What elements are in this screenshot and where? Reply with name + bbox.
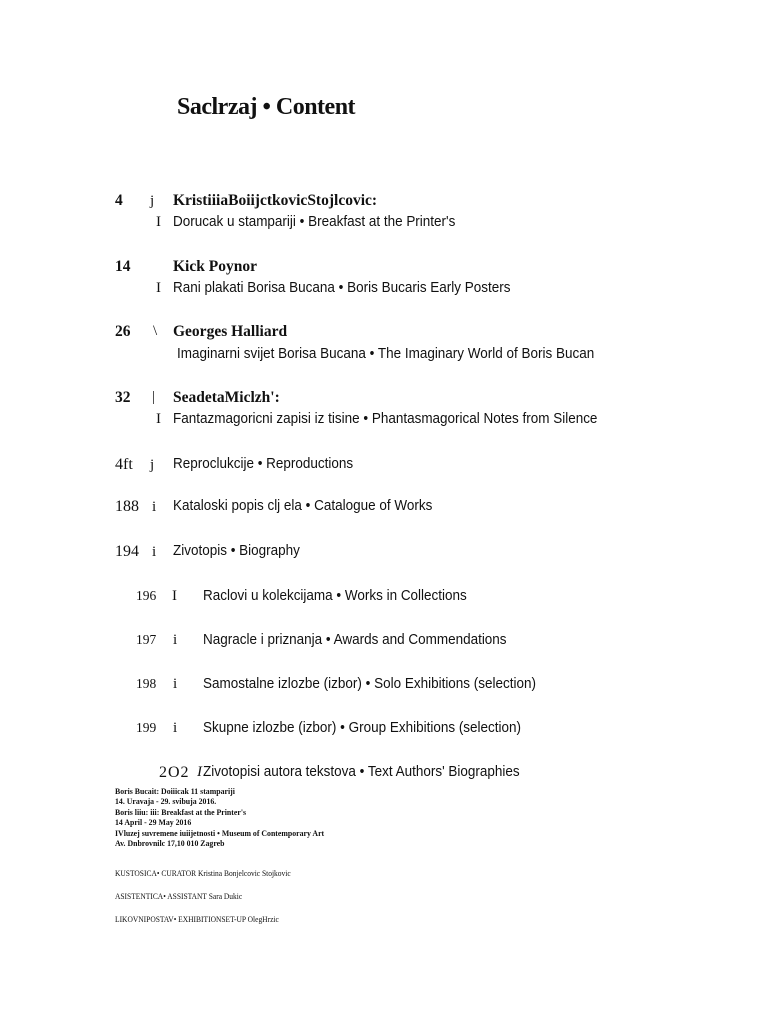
section-page-number: 194 xyxy=(115,543,139,560)
credit-line xyxy=(115,891,242,901)
subsection-label: Nagracle i priznanja • Awards and Commendations xyxy=(203,632,507,648)
entry-author: Georges Halliard xyxy=(173,323,288,340)
subsection-page-number: 196 xyxy=(136,588,157,603)
colophon-line: Boris liiu: iii: Breakfast at the Printer's xyxy=(115,806,247,817)
credit-role: KUSTOSICA• CURATOR xyxy=(115,868,197,878)
credit-name: OlegHrzic xyxy=(247,914,279,924)
colophon-line: Boris Bucait: Doiiicak 11 stampariji xyxy=(115,786,235,796)
subsection-page-number: 199 xyxy=(136,720,157,735)
colophon-line: 14. Uravaja - 29. svibuja 2016. xyxy=(115,796,217,807)
colophon-line: Av. Dnbrovnilc 17,10 010 Zagreb xyxy=(115,837,225,848)
entry-subtitle: Fantazmagoricni zapisi iz tisine • Phantasmagorical Notes from Silence xyxy=(173,411,598,427)
colophon-line: IVluzej suvremene iuiijetnosti • Museum of Contemporary Art xyxy=(115,827,325,838)
credit-name: Sara Dukic xyxy=(208,891,243,901)
entry-page-number: 14 xyxy=(115,258,131,275)
subsection-label: Skupne izlozbe (izbor) • Group Exhibitions (selection) xyxy=(203,720,522,736)
entry-sub-separator: I xyxy=(156,214,161,230)
section-separator: j xyxy=(150,457,155,473)
subsection-separator: i xyxy=(173,720,178,736)
entry-separator: | xyxy=(152,389,156,405)
entry-author: KristiiiaBoiijctkovicStojlcovic: xyxy=(173,192,378,209)
credit-role: LIKOVNIPOSTAV• EXHIBITIONSET-UP xyxy=(115,914,246,924)
entry-separator: I xyxy=(197,764,202,780)
entry-separator: \ xyxy=(153,323,158,339)
subsection-separator: i xyxy=(173,676,178,692)
section-label: Zivotopis • Biography xyxy=(173,543,300,559)
credit-name: Kristina Bonjelcovic Stojkovic xyxy=(197,868,291,878)
entry-page-number: 26 xyxy=(115,323,131,340)
entry-page-number: 32 xyxy=(115,389,131,406)
entry-label: Zivotopisi autora tekstova • Text Authors' Biographies xyxy=(203,764,520,780)
entry-sub-separator: I xyxy=(156,411,161,427)
subsection-page-number: 197 xyxy=(136,632,157,647)
subsection-label: Raclovi u kolekcijama • Works in Collections xyxy=(203,588,467,604)
entry-subtitle: Imaginarni svijet Borisa Bucana • The Imaginary World of Boris Bucan xyxy=(177,346,595,362)
section-page-number: 4ft xyxy=(115,456,133,473)
entry-author: SeadetaMiclzh': xyxy=(173,389,280,406)
section-page-number: 188 xyxy=(115,498,139,515)
section-label: Reproclukcije • Reproductions xyxy=(173,456,354,472)
subsection-label: Samostalne izlozbe (izbor) • Solo Exhibitions (selection) xyxy=(203,676,537,692)
entry-subtitle: Rani plakati Borisa Bucana • Boris Bucaris Early Posters xyxy=(173,280,511,296)
entry-page-number: 4 xyxy=(115,192,123,209)
section-separator: i xyxy=(152,544,157,560)
subsection-separator: I xyxy=(172,588,177,604)
entry-page-number: 2O2 xyxy=(159,764,190,781)
section-label: Kataloski popis clj ela • Catalogue of Works xyxy=(173,498,433,514)
entry-author: Kick Poynor xyxy=(173,258,257,275)
entry-subtitle: Dorucak u stampariji • Breakfast at the Printer's xyxy=(173,214,456,230)
credit-role: ASISTENTICA• ASSISTANT xyxy=(115,891,207,901)
subsection-separator: i xyxy=(173,632,178,648)
entry-sub-separator: I xyxy=(156,280,161,296)
credit-line xyxy=(115,868,291,878)
entry-separator: j xyxy=(150,193,155,209)
colophon xyxy=(115,786,324,848)
section-separator: i xyxy=(152,499,157,515)
credit-line xyxy=(115,914,279,924)
page-title: Saclrzaj • Content xyxy=(177,94,356,120)
colophon-line: 14 April - 29 May 2016 xyxy=(115,817,192,828)
subsection-page-number: 198 xyxy=(136,676,157,691)
